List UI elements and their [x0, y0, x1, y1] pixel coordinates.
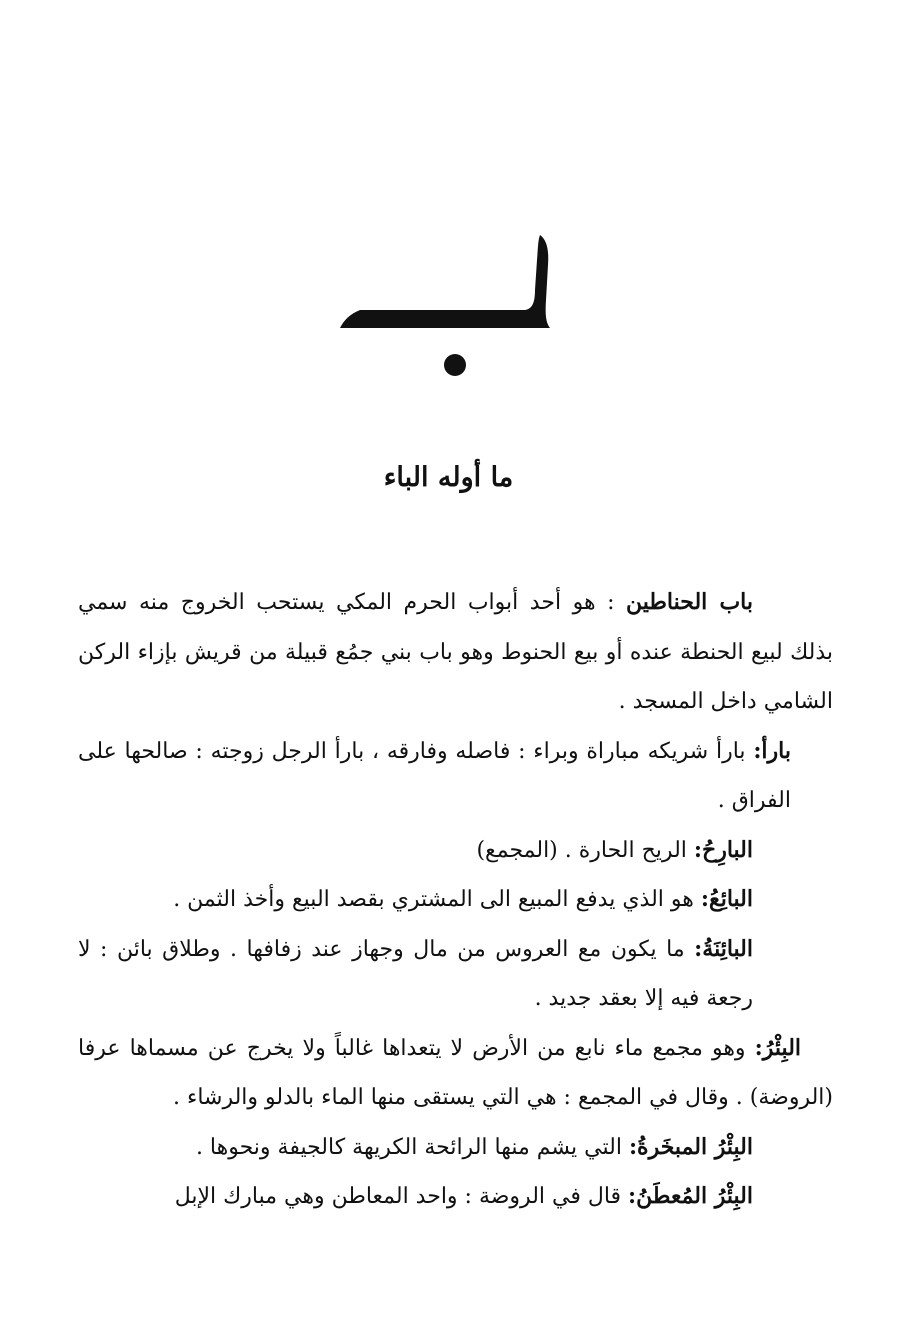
- entry-al-bai: [78, 875, 833, 925]
- entry-term: البِئْرُ:: [754, 1034, 802, 1061]
- section-title: ما أوله الباء: [383, 462, 514, 493]
- entry-definition: : هو أحد أبواب الحرم المكي يستحب الخروج منه سمي بذلك لبيع الحنطة عنده أو بيع الحنوط وهو باب بني جمُع قبيلة من قريش بإزاء الركن الشامي داخل المسجد .: [78, 590, 833, 714]
- entry-term: البِئْرُ المبخَرةُ:: [628, 1133, 753, 1160]
- letter-ba-glyph: [300, 190, 600, 410]
- entry-baraa: [78, 727, 833, 826]
- entry-term: البارِحُ:: [693, 836, 753, 863]
- entry-term: البِئْرُ المُعطَنُ:: [628, 1183, 753, 1209]
- entry-al-bir-al-mutan: [78, 1172, 833, 1222]
- entry-al-bir-al-mubkhara: [78, 1123, 833, 1173]
- letter-ba-dot: [444, 354, 466, 376]
- entry-definition: هو الذي يدفع المبيع الى المشتري بقصد البيع وأخذ الثمن .: [173, 887, 701, 912]
- entry-definition: التي يشم منها الرائحة الكريهة كالجيفة ونحوها .: [195, 1134, 629, 1160]
- entry-term: البائِنَةُ:: [694, 935, 753, 962]
- entry-definition: قال في الروضة : واحد المعاطن وهي مبارك الإبل: [174, 1184, 629, 1209]
- entry-term: بارأ:: [753, 737, 791, 764]
- entry-definition: الريح الحارة . (المجمع): [476, 837, 694, 863]
- entry-term: باب الحناطين: [626, 589, 753, 615]
- entry-term: البائِعُ:: [700, 886, 753, 912]
- entry-bab-al-hanatin: [78, 578, 833, 727]
- entry-definition: وهو مجمع ماء نابع من الأرض لا يتعداها غالباً ولا يخرج عن مسماها عرفا (الروضة) . وقال في المجمع : هي التي يستقى منها الماء بالدلو والرشاء .: [78, 1035, 833, 1110]
- letter-ba-stroke: [340, 235, 550, 328]
- entry-al-baina: [78, 925, 833, 1024]
- entry-definition: بارأ شريكه مباراة وبراء : فاصله وفارقه ، بارأ الرجل زوجته : صالحها على الفراق .: [78, 738, 791, 813]
- dictionary-entries: [78, 578, 833, 1222]
- entry-al-bir: [78, 1024, 833, 1123]
- entry-al-barih: [78, 826, 833, 876]
- entry-definition: ما يكون مع العروس من مال وجهاز عند زفافها . وطلاق بائن : لا رجعة فيه إلا بعقد جديد .: [78, 936, 753, 1011]
